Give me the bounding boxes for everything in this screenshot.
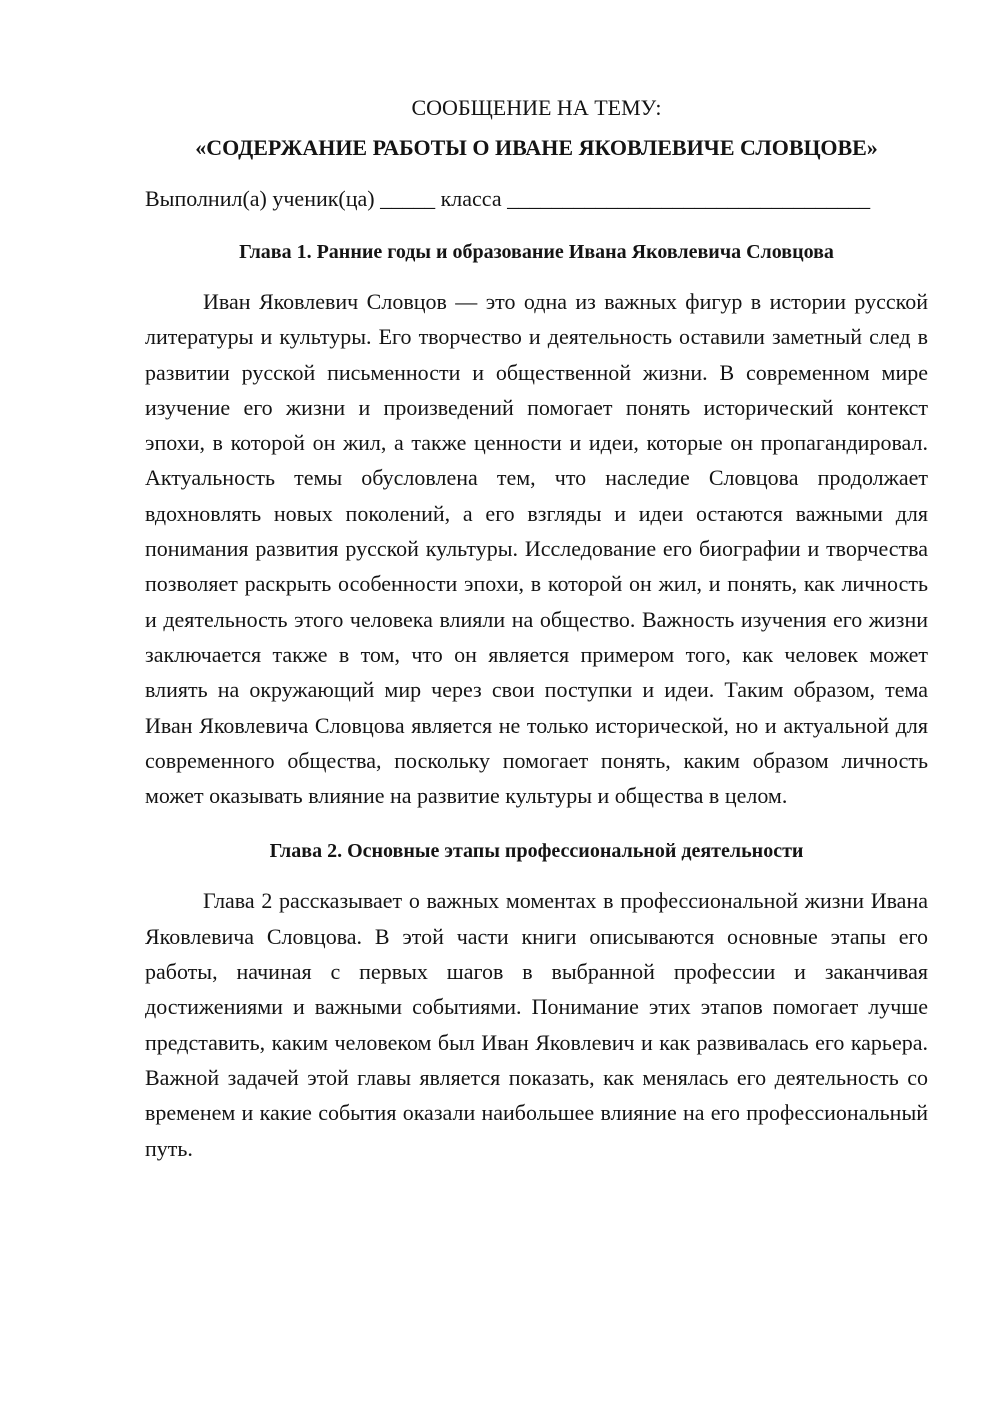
document-page [145,90,928,1166]
document-title: «СОДЕРЖАНИЕ РАБОТЫ О ИВАНЕ ЯКОВЛЕВИЧЕ СЛОВЦОВЕ» [195,135,878,160]
chapter-2-heading: Глава 2. Основные этапы профессиональной деятельности [269,840,804,863]
author-line: Выполнил(а) ученик(ца) _____ класса _________________________________ [145,186,871,211]
chapter-1-paragraph: Иван Яковлевич Словцов — это одна из важных фигур в истории русской литературы и культуры. Его творчество и деятельность оставили заметный след в развитии русской письменности и общественной жизни. В современном мире изучение его жизни и произведений помогает понять исторический контекст эпохи, в которой он жил, а также ценности и идеи, которые он пропагандировал. Актуальность темы обусловлена тем, что наследие Словцова продолжает вдохновлять новых поколений, а его взгляды и идеи остаются важными для понимания развития русской культуры. Исследование его биографии и творчества позволяет раскрыть особенности эпохи, в которой он жил, и понять, как личность и деятельность этого человека влияли на общество. Важность изучения его жизни заключается также в том, что он является примером того, как человек может влиять на окружающий мир через свои поступки и идеи. Таким образом, тема Иван Яковлевича Словцова является не только исторической, но и актуальной для современного общества, поскольку помогает понять, каким образом личность может оказывать влияние на развитие культуры и общества в целом. [145,289,928,809]
chapter-2-paragraph: Глава 2 рассказывает о важных моментах в профессиональной жизни Ивана Яковлевича Словцова. В этой части книги описываются основные этапы его работы, начиная с первых шагов в выбранной профессии и заканчивая достижениями и важными событиями. Понимание этих этапов помогает лучше представить, каким человеком был Иван Яковлевич и как развивалась его карьера. Важной задачей этой главы является показать, как менялась его деятельность со временем и какие события оказали наибольшее влияние на его профессиональный путь. [145,888,928,1161]
chapter-1-heading: Глава 1. Ранние годы и образование Ивана Яковлевича Словцова [239,241,834,263]
subject-line: СООБЩЕНИЕ НА ТЕМУ: [411,95,662,120]
